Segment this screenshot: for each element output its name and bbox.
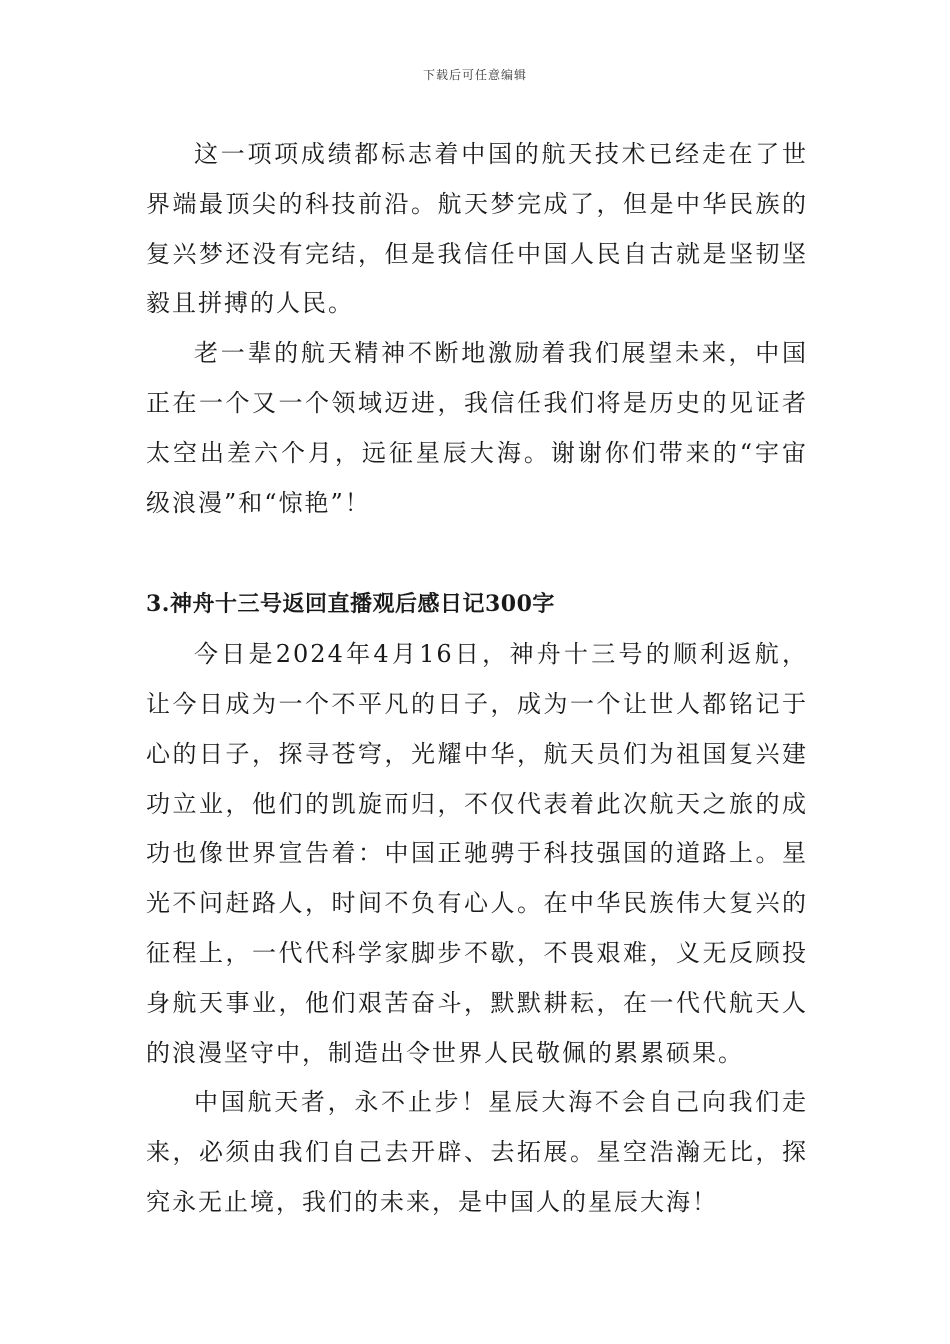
paragraph-achievements: 这一项项成绩都标志着中国的航天技术已经走在了世界端最顶尖的科技前沿。航天梦完成了，但是中华民族的复兴梦还没有完结，但是我信任中国人民自古就是坚韧坚毅且拼搏的人民。 — [146, 140, 808, 318]
paragraph-space-spirit: 老一辈的航天精神不断地激励着我们展望未来，中国正在一个又一个领域迈进，我信任我们将是历史的见证者太空出差六个月，远征星辰大海。谢谢你们带来的“宇宙级浪漫”和“惊艳”！ — [146, 339, 808, 517]
page-header-note: 下载后可任意编辑 — [422, 68, 527, 82]
document-body — [146, 130, 808, 1228]
paragraph-return-day: 今日是2024年4月16日，神舟十三号的顺利返航，让今日成为一个不平凡的日子，成为一个让世人都铭记于心的日子，探寻苍穹，光耀中华，航天员们为祖国复兴建功立业，他们的凯旋而归，不仅代表着此次航天之旅的成功也像世界宣告着：中国正驰骋于科技强国的道路上。星光不问赶路人，时间不负有心人。在中华民族伟大复兴的征程上，一代代科学家脚步不歇，不畏艰难，义无反顾投身航天事业，他们艰苦奋斗，默默耕耘，在一代代航天人的浪漫坚守中，制造出令世界人民敬佩的累累硕果。 — [146, 640, 808, 1067]
section-heading: 3.神舟十三号返回直播观后感日记300字 — [146, 591, 555, 618]
paragraph-never-stop: 中国航天者，永不止步！星辰大海不会自己向我们走来，必须由我们自己去开辟、去拓展。星空浩瀚无比，探究永无止境，我们的未来，是中国人的星辰大海！ — [146, 1088, 808, 1216]
